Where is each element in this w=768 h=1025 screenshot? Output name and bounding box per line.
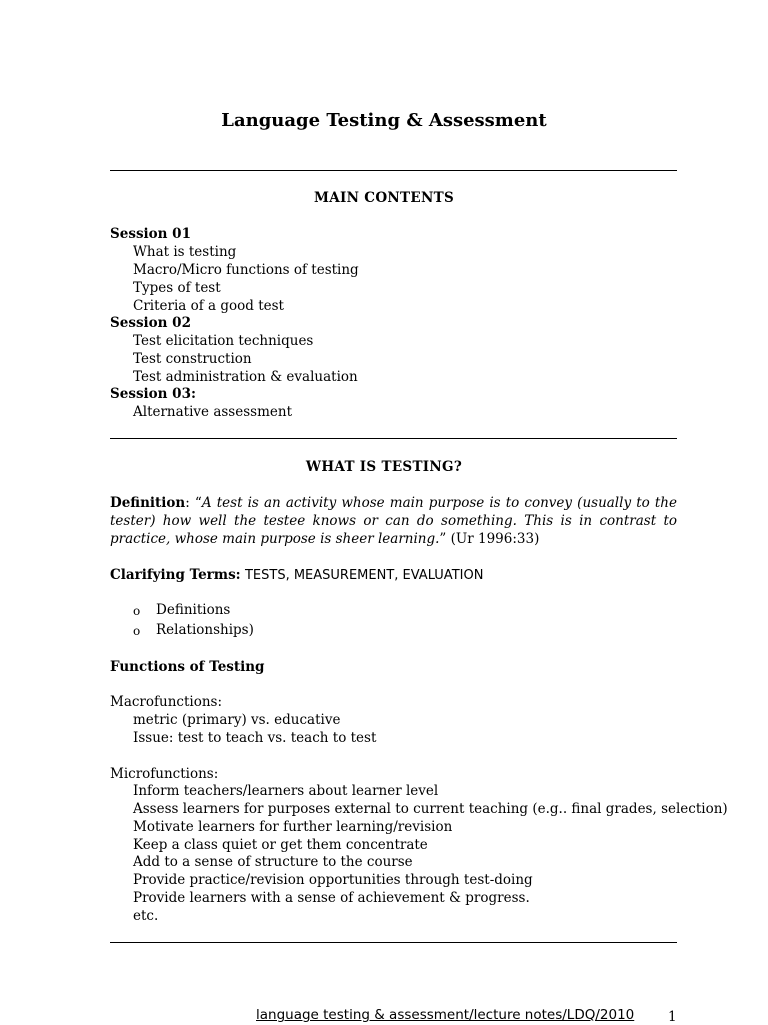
bullet-item: Definitions (156, 602, 231, 618)
bullet-item: Relationships) (156, 622, 254, 638)
divider (110, 170, 677, 171)
micro-label: Microfunctions: (110, 766, 219, 782)
footer-text: language testing & assessment/lecture notes/LDQ/2010 (256, 1007, 635, 1023)
clarifying-terms-line (110, 566, 483, 585)
contents-item: Alternative assessment (133, 404, 292, 420)
definition-paragraph (110, 494, 677, 548)
contents-item: What is testing (133, 244, 237, 260)
functions-heading: Functions of Testing (110, 659, 265, 675)
micro-item: Provide practice/revision opportunities through test-doing (133, 872, 533, 888)
micro-item: etc. (133, 908, 159, 924)
page-number: 1 (668, 1009, 677, 1025)
bullet-marker: o (133, 604, 141, 618)
clarifying-terms: TESTS, MEASUREMENT, EVALUATION (244, 568, 484, 583)
micro-item: Motivate learners for further learning/revision (133, 819, 453, 835)
definition-open-quote: : “ (185, 495, 202, 511)
definition-source: ” (Ur 1996:33) (439, 531, 540, 547)
contents-item: Types of test (133, 280, 221, 296)
macro-item: metric (primary) vs. educative (133, 712, 341, 728)
macro-label: Macrofunctions: (110, 694, 223, 710)
micro-item: Assess learners for purposes external to current teaching (e.g.. final grades, selection) (133, 801, 728, 817)
micro-item: Provide learners with a sense of achievement & progress. (133, 890, 530, 906)
macro-item: Issue: test to teach vs. teach to test (133, 730, 377, 746)
contents-item: Test elicitation techniques (133, 333, 314, 349)
contents-item: Criteria of a good test (133, 298, 284, 314)
micro-item: Add to a sense of structure to the course (133, 854, 413, 870)
document-title: Language Testing & Assessment (221, 110, 547, 131)
micro-item: Keep a class quiet or get them concentrate (133, 837, 428, 853)
contents-item: Test construction (133, 351, 252, 367)
definition-quote: A test is an activity whose main purpose is to convey (usually to the tester) how well the testee knows or can do something. This is in contrast to practice, whose main purpose is sheer learning. (110, 495, 677, 547)
bullet-marker: o (133, 624, 141, 638)
definition-label: Definition (110, 495, 186, 511)
divider (110, 942, 677, 943)
what-is-testing-heading: WHAT IS TESTING? (305, 459, 463, 475)
micro-item: Inform teachers/learners about learner level (133, 783, 439, 799)
contents-item: Test administration & evaluation (133, 369, 358, 385)
session-label: Session 03: (110, 386, 196, 402)
divider (110, 438, 677, 439)
session-label: Session 02 (110, 315, 191, 331)
clarifying-label: Clarifying Terms: (110, 567, 241, 583)
main-contents-heading: MAIN CONTENTS (314, 190, 454, 206)
session-label: Session 01 (110, 226, 191, 242)
contents-item: Macro/Micro functions of testing (133, 262, 359, 278)
